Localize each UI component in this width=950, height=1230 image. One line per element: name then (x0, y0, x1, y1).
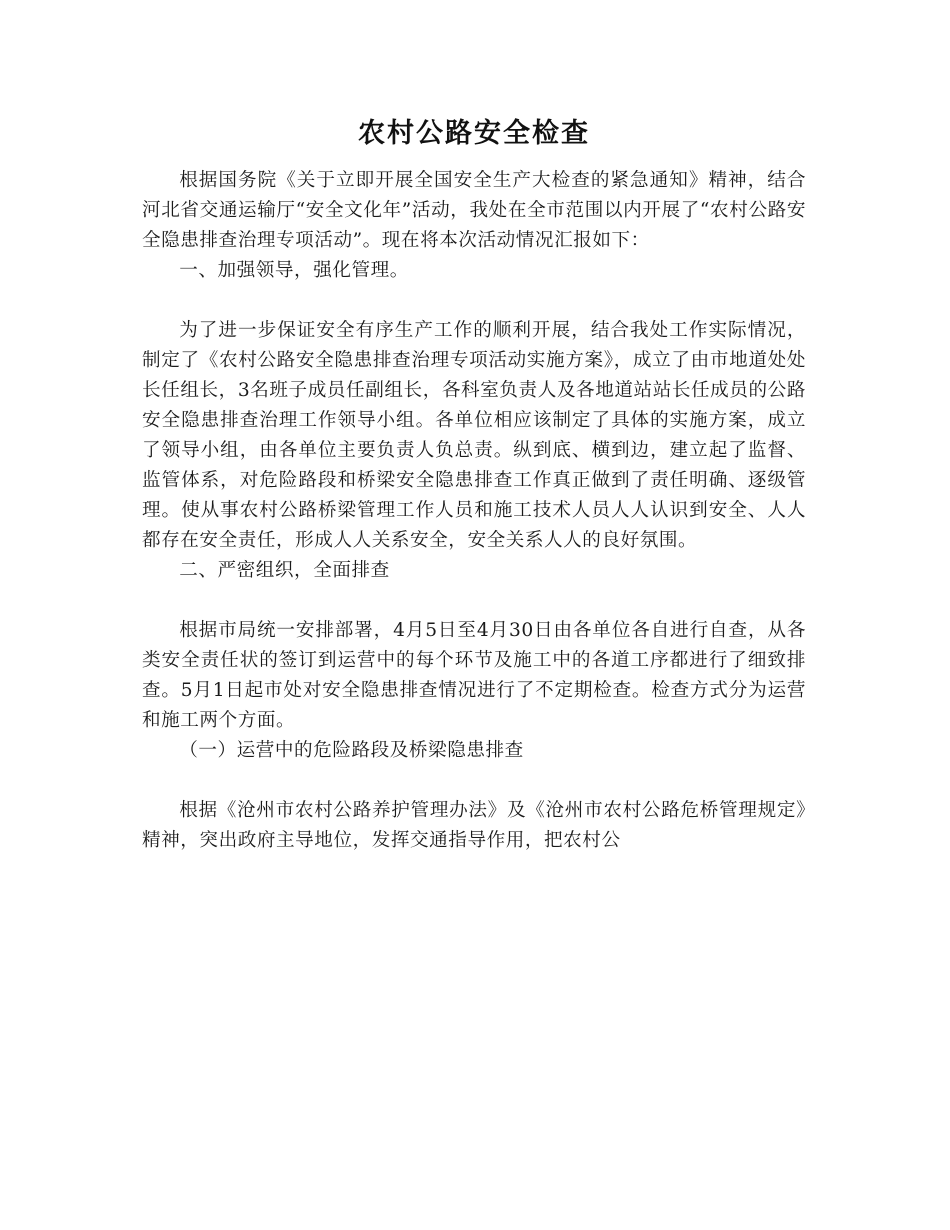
document-title: 农村公路安全检查 (358, 118, 590, 149)
section-heading-2: 二、严密组织，全面排查 (179, 560, 390, 581)
intro-paragraph: 根据国务院《关于立即开展全国安全生产大检查的紧急通知》精神，结合河北省交通运输厅“安全文化年”活动，我处在全市范围以内开展了“农村公路安全隐患排查治理专项活动”。现在将本次活动情况汇报如下： (142, 170, 806, 251)
document-body (142, 112, 806, 856)
section-heading-1: 一、加强领导，强化管理。 (179, 260, 409, 281)
section-1-paragraph: 为了进一步保证安全有序生产工作的顺利开展，结合我处工作实际情况，制定了《农村公路安全隐患排查治理专项活动实施方案》，成立了由市地道处处长任组长，3名班子成员任副组长，各科室负责人及各地道站站长任成员的公路安全隐患排查治理工作领导小组。各单位相应该制定了具体的实施方案，成立了领导小组，由各单位主要负责人负总责。纵到底、横到边，建立起了监督、监管体系，对危险路段和桥梁安全隐患排查工作真正做到了责任明确、逐级管理。使从事农村公路桥梁管理工作人员和施工技术人员人人认识到安全、人人都存在安全责任，形成人人关系安全，安全关系人人的良好氛围。 (142, 320, 806, 551)
subsection-heading-1: （一）运营中的危险路段及桥梁隐患排查 (179, 740, 524, 761)
subsection-1-paragraph: 根据《沧州市农村公路养护管理办法》及《沧州市农村公路危桥管理规定》精神，突出政府主导地位，发挥交通指导作用，把农村公 (142, 800, 806, 851)
section-2-paragraph: 根据市局统一安排部署，4月5日至4月30日由各单位各自进行自查，从各类安全责任状的签订到运营中的每个环节及施工中的各道工序都进行了细致排查。5月1日起市处对安全隐患排查情况进行了不定期检查。检查方式分为运营和施工两个方面。 (142, 620, 806, 731)
